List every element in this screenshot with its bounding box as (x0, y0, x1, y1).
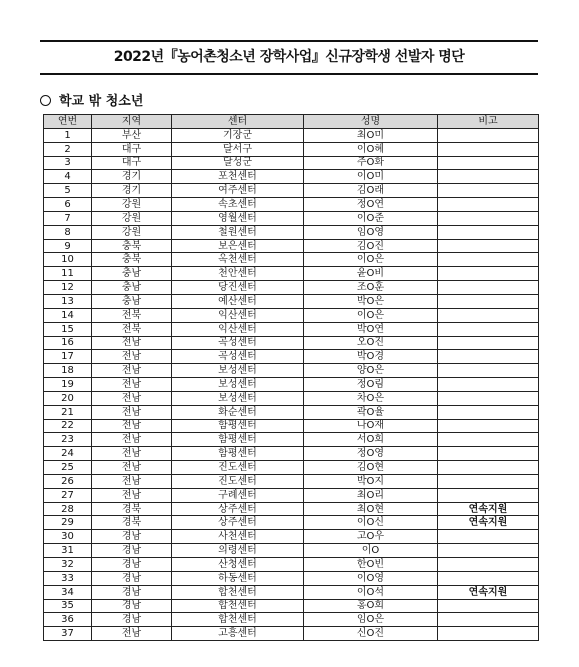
section-heading (40, 90, 143, 109)
cell-name: 이O혜 (304, 142, 438, 156)
cell-region: 강원 (92, 211, 172, 225)
cell-note (438, 156, 539, 170)
cell-center: 익산센터 (172, 308, 304, 322)
cell-name: 박O은 (304, 294, 438, 308)
cell-name: 윤O비 (304, 267, 438, 281)
cell-name: 고O우 (304, 530, 438, 544)
cell-number: 12 (44, 281, 92, 295)
cell-name: 나O재 (304, 419, 438, 433)
table-row (44, 502, 539, 516)
cell-region: 경북 (92, 502, 172, 516)
cell-note (438, 571, 539, 585)
cell-region: 경남 (92, 530, 172, 544)
cell-note (438, 378, 539, 392)
cell-center: 보성센터 (172, 378, 304, 392)
table-header-row (44, 115, 539, 129)
cell-center: 곡성센터 (172, 350, 304, 364)
scholarship-table (43, 114, 539, 641)
table-row (44, 530, 539, 544)
header-center: 센터 (172, 115, 304, 129)
cell-region: 경남 (92, 571, 172, 585)
cell-number: 3 (44, 156, 92, 170)
cell-region: 충북 (92, 253, 172, 267)
cell-name: 박O연 (304, 322, 438, 336)
cell-center: 함평센터 (172, 419, 304, 433)
table-row (44, 488, 539, 502)
cell-center: 달서구 (172, 142, 304, 156)
cell-note (438, 211, 539, 225)
cell-note (438, 336, 539, 350)
cell-region: 전남 (92, 364, 172, 378)
table-row (44, 308, 539, 322)
table-row (44, 433, 539, 447)
cell-number: 22 (44, 419, 92, 433)
table-row (44, 599, 539, 613)
table-row (44, 253, 539, 267)
cell-center: 고흥센터 (172, 627, 304, 641)
cell-note (438, 281, 539, 295)
cell-number: 1 (44, 128, 92, 142)
cell-number: 4 (44, 170, 92, 184)
cell-name: 오O진 (304, 336, 438, 350)
cell-center: 산청센터 (172, 558, 304, 572)
cell-note (438, 461, 539, 475)
title-bottom-rule (40, 73, 538, 75)
cell-region: 전남 (92, 461, 172, 475)
cell-region: 전북 (92, 308, 172, 322)
cell-region: 충남 (92, 281, 172, 295)
table-row (44, 281, 539, 295)
cell-region: 충남 (92, 267, 172, 281)
section-heading-label: 학교 밖 청소년 (59, 94, 144, 109)
cell-center: 옥천센터 (172, 253, 304, 267)
header-region: 지역 (92, 115, 172, 129)
cell-region: 경기 (92, 184, 172, 198)
cell-center: 함평센터 (172, 447, 304, 461)
table-row (44, 627, 539, 641)
cell-region: 전남 (92, 378, 172, 392)
cell-number: 15 (44, 322, 92, 336)
cell-number: 35 (44, 599, 92, 613)
cell-center: 합천센터 (172, 613, 304, 627)
header-name: 성명 (304, 115, 438, 129)
cell-center: 당진센터 (172, 281, 304, 295)
cell-region: 전남 (92, 627, 172, 641)
cell-name: 김O진 (304, 239, 438, 253)
table-row (44, 364, 539, 378)
cell-region: 경남 (92, 599, 172, 613)
cell-region: 강원 (92, 225, 172, 239)
cell-region: 전남 (92, 419, 172, 433)
cell-note (438, 474, 539, 488)
cell-center: 하동센터 (172, 571, 304, 585)
table-row (44, 350, 539, 364)
cell-region: 대구 (92, 156, 172, 170)
cell-region: 경남 (92, 544, 172, 558)
table-row (44, 239, 539, 253)
cell-number: 19 (44, 378, 92, 392)
cell-region: 충북 (92, 239, 172, 253)
cell-note: 연속지원 (438, 585, 539, 599)
cell-center: 포천센터 (172, 170, 304, 184)
cell-name: 김O래 (304, 184, 438, 198)
cell-number: 32 (44, 558, 92, 572)
cell-note: 연속지원 (438, 516, 539, 530)
cell-note (438, 267, 539, 281)
cell-center: 보성센터 (172, 364, 304, 378)
cell-note: 연속지원 (438, 502, 539, 516)
cell-number: 5 (44, 184, 92, 198)
table-row (44, 294, 539, 308)
cell-name: 최O미 (304, 128, 438, 142)
table-row (44, 391, 539, 405)
cell-center: 영월센터 (172, 211, 304, 225)
cell-center: 속초센터 (172, 198, 304, 212)
cell-region: 충남 (92, 294, 172, 308)
cell-name: 이O준 (304, 211, 438, 225)
cell-note (438, 447, 539, 461)
cell-name: 김O현 (304, 461, 438, 475)
cell-name: 홍O희 (304, 599, 438, 613)
cell-center: 구례센터 (172, 488, 304, 502)
table-row (44, 613, 539, 627)
cell-center: 보은센터 (172, 239, 304, 253)
cell-name: 박O경 (304, 350, 438, 364)
cell-region: 전남 (92, 350, 172, 364)
cell-number: 26 (44, 474, 92, 488)
cell-name: 정O연 (304, 198, 438, 212)
cell-number: 13 (44, 294, 92, 308)
table-row (44, 170, 539, 184)
cell-name: 이O석 (304, 585, 438, 599)
cell-note (438, 128, 539, 142)
cell-number: 21 (44, 405, 92, 419)
table-row (44, 405, 539, 419)
cell-number: 30 (44, 530, 92, 544)
cell-name: 주O화 (304, 156, 438, 170)
cell-name: 정O림 (304, 378, 438, 392)
cell-region: 경남 (92, 585, 172, 599)
cell-note (438, 239, 539, 253)
cell-center: 상주센터 (172, 516, 304, 530)
cell-note (438, 170, 539, 184)
cell-number: 6 (44, 198, 92, 212)
cell-note (438, 391, 539, 405)
cell-note (438, 530, 539, 544)
cell-number: 2 (44, 142, 92, 156)
table-row (44, 516, 539, 530)
cell-name: 이O은 (304, 308, 438, 322)
cell-note (438, 364, 539, 378)
cell-region: 경남 (92, 558, 172, 572)
cell-name: 최O현 (304, 502, 438, 516)
cell-number: 17 (44, 350, 92, 364)
table-row (44, 544, 539, 558)
cell-note (438, 198, 539, 212)
table-row (44, 585, 539, 599)
table-row (44, 156, 539, 170)
table-row (44, 211, 539, 225)
cell-center: 철원센터 (172, 225, 304, 239)
table-row (44, 447, 539, 461)
cell-number: 8 (44, 225, 92, 239)
cell-name: 임O영 (304, 225, 438, 239)
table-row (44, 225, 539, 239)
cell-name: 임O은 (304, 613, 438, 627)
cell-region: 강원 (92, 198, 172, 212)
cell-name: 이O신 (304, 516, 438, 530)
cell-name: 신O진 (304, 627, 438, 641)
cell-name: 서O희 (304, 433, 438, 447)
cell-note (438, 627, 539, 641)
cell-center: 진도센터 (172, 474, 304, 488)
cell-region: 전남 (92, 447, 172, 461)
cell-name: 박O지 (304, 474, 438, 488)
cell-center: 익산센터 (172, 322, 304, 336)
cell-note (438, 544, 539, 558)
table-row (44, 336, 539, 350)
cell-center: 의령센터 (172, 544, 304, 558)
table-body (44, 128, 539, 640)
cell-note (438, 142, 539, 156)
cell-region: 전남 (92, 433, 172, 447)
cell-region: 전북 (92, 322, 172, 336)
cell-number: 34 (44, 585, 92, 599)
table-row (44, 128, 539, 142)
cell-number: 28 (44, 502, 92, 516)
cell-region: 전남 (92, 405, 172, 419)
cell-number: 31 (44, 544, 92, 558)
cell-note (438, 225, 539, 239)
cell-center: 보성센터 (172, 391, 304, 405)
cell-note (438, 350, 539, 364)
cell-center: 합천센터 (172, 599, 304, 613)
table-row (44, 474, 539, 488)
cell-note (438, 599, 539, 613)
cell-number: 11 (44, 267, 92, 281)
cell-region: 경북 (92, 516, 172, 530)
cell-name: 정O영 (304, 447, 438, 461)
cell-number: 25 (44, 461, 92, 475)
cell-region: 대구 (92, 142, 172, 156)
header-number: 연번 (44, 115, 92, 129)
cell-number: 27 (44, 488, 92, 502)
cell-center: 곡성센터 (172, 336, 304, 350)
cell-center: 기장군 (172, 128, 304, 142)
cell-note (438, 308, 539, 322)
cell-center: 예산센터 (172, 294, 304, 308)
table-row (44, 419, 539, 433)
document-title: 2022년『농어촌청소년 장학사업』신규장학생 선발자 명단 (113, 49, 465, 65)
cell-center: 합천센터 (172, 585, 304, 599)
cell-note (438, 558, 539, 572)
cell-center: 달성군 (172, 156, 304, 170)
cell-number: 9 (44, 239, 92, 253)
cell-region: 경남 (92, 613, 172, 627)
cell-number: 36 (44, 613, 92, 627)
table-row (44, 322, 539, 336)
cell-number: 29 (44, 516, 92, 530)
cell-number: 16 (44, 336, 92, 350)
cell-region: 경기 (92, 170, 172, 184)
cell-number: 23 (44, 433, 92, 447)
cell-name: 이O미 (304, 170, 438, 184)
cell-note (438, 294, 539, 308)
cell-center: 여주센터 (172, 184, 304, 198)
cell-number: 33 (44, 571, 92, 585)
cell-center: 함평센터 (172, 433, 304, 447)
table-row (44, 267, 539, 281)
cell-name: 양O은 (304, 364, 438, 378)
cell-note (438, 613, 539, 627)
cell-note (438, 322, 539, 336)
table-row (44, 378, 539, 392)
circle-bullet-icon (40, 95, 51, 106)
cell-number: 24 (44, 447, 92, 461)
table-row (44, 198, 539, 212)
cell-center: 진도센터 (172, 461, 304, 475)
cell-note (438, 405, 539, 419)
cell-number: 10 (44, 253, 92, 267)
cell-name: 조O훈 (304, 281, 438, 295)
cell-number: 20 (44, 391, 92, 405)
cell-name: 차O은 (304, 391, 438, 405)
table-row (44, 461, 539, 475)
cell-name: 이O (304, 544, 438, 558)
cell-name: 이O은 (304, 253, 438, 267)
cell-region: 부산 (92, 128, 172, 142)
cell-note (438, 433, 539, 447)
header-note: 비고 (438, 115, 539, 129)
cell-center: 화순센터 (172, 405, 304, 419)
cell-name: 이O영 (304, 571, 438, 585)
cell-region: 전남 (92, 488, 172, 502)
cell-note (438, 253, 539, 267)
cell-name: 한O빈 (304, 558, 438, 572)
cell-note (438, 488, 539, 502)
cell-number: 37 (44, 627, 92, 641)
cell-note (438, 419, 539, 433)
cell-number: 18 (44, 364, 92, 378)
cell-note (438, 184, 539, 198)
cell-region: 전남 (92, 474, 172, 488)
table-row (44, 184, 539, 198)
cell-name: 최O리 (304, 488, 438, 502)
cell-number: 7 (44, 211, 92, 225)
table-row (44, 571, 539, 585)
title-top-rule (40, 40, 538, 42)
cell-number: 14 (44, 308, 92, 322)
cell-center: 천안센터 (172, 267, 304, 281)
table-row (44, 558, 539, 572)
table-row (44, 142, 539, 156)
cell-center: 상주센터 (172, 502, 304, 516)
cell-region: 전남 (92, 336, 172, 350)
cell-name: 곽O율 (304, 405, 438, 419)
cell-region: 전남 (92, 391, 172, 405)
cell-center: 사천센터 (172, 530, 304, 544)
